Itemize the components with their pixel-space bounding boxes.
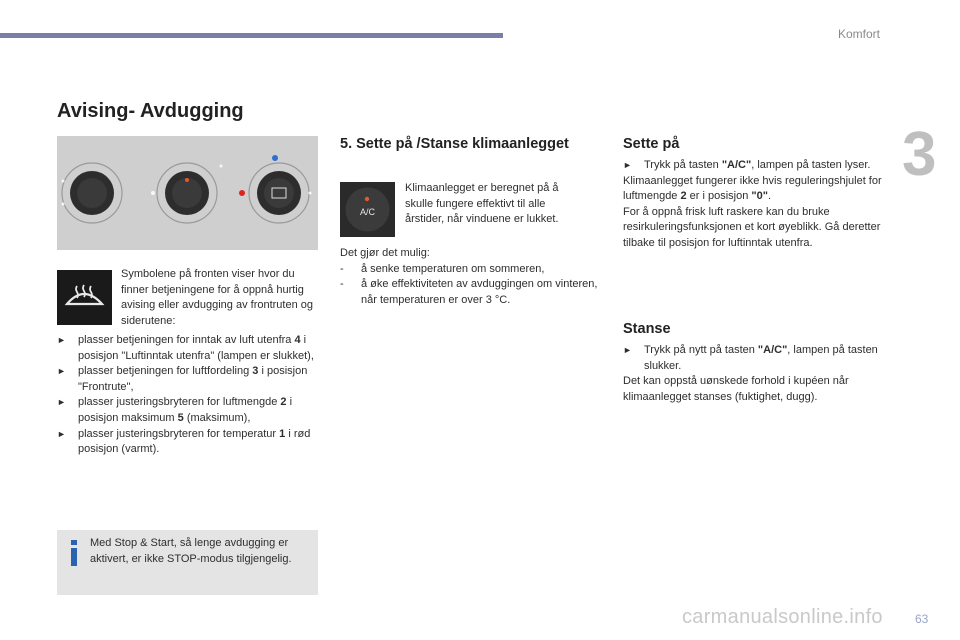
list-item: ► Trykk på nytt på tasten "A/C", lampen på tasten slukker. [623, 344, 878, 372]
list-item: ► plasser betjeningen for inntak av luft utenfra 4 i posisjon "Luftinntak utenfra" (lampen er slukket), [57, 334, 314, 362]
bullet-marker-icon: ► [57, 366, 66, 377]
chapter-number: 3 [902, 120, 937, 189]
list-item: ► plasser justeringsbryteren for temperatur 1 i rød posisjon (varmt). [57, 427, 311, 456]
ac-benefits [340, 246, 602, 308]
stanse-content [623, 343, 888, 405]
list-item: ► plasser betjeningen for luftfordeling 3 i posisjon "Frontrute", [57, 365, 308, 393]
defrost-icon [57, 270, 112, 325]
ac-intro: Klimaanlegget er beregnet på å skulle fungere effektivt til alle årstider, når vinduene er lukket. [405, 182, 559, 226]
stanse-paragraph: Det kan oppstå uønskede forhold i kupéen når klimaanlegget stanses (fuktighet, dugg). [623, 375, 849, 403]
info-icon [67, 538, 81, 568]
stanse-heading: Stanse [623, 321, 671, 337]
list-item: - å senke temperaturen om sommeren, [340, 262, 545, 275]
list-item: ► plasser justeringsbryteren for luftmengde 2 i posisjon maksimum 5 (maksimum), [57, 396, 293, 424]
bullet-marker-icon: ► [57, 335, 66, 345]
header-accent-bar [0, 33, 503, 38]
ac-button-icon [340, 182, 395, 237]
bullet-marker-icon: ► [57, 428, 66, 439]
ac-button-label: A/C [359, 207, 376, 217]
ac-section-heading: 5. Sette på /Stanse klimaanlegget [340, 136, 569, 152]
page-number: 63 [915, 612, 929, 626]
sette-paragraph-2: For å oppnå frisk luft raskere kan du bruke resirkuleringsfunksjonen et kort øyeblikk. Gå deretter tilbake til posisjon for luftinntak utenfra. [623, 205, 881, 249]
defrost-intro: Symbolene på fronten viser hvor du finner betjeningene for å oppnå hurtig avising eller avdugging av frontruten og siderutene: [121, 268, 314, 327]
info-text: Med Stop & Start, så lenge avdugging er aktivert, er ikke STOP-modus tilgjengelig. [90, 537, 292, 565]
sette-paragraph: Klimaanlegget fungerer ikke hvis reguleringshjulet for luftmengde 2 er i posisjon "0". [623, 174, 882, 203]
sette-content [623, 158, 888, 252]
ac-lead: Det gjør det mulig: [340, 247, 430, 259]
bullet-marker-icon: ► [623, 345, 632, 355]
defrost-steps [57, 333, 318, 458]
sette-heading: Sette på [623, 136, 680, 152]
list-item: - å øke effektiviteten av avduggingen om vinteren, når temperaturen er over 3 °C. [340, 278, 598, 306]
list-item: ► Trykk på tasten "A/C", lampen på tasten lyser. [623, 158, 888, 174]
climate-panel-illustration [57, 136, 318, 250]
page-title: Avising- Avdugging [57, 100, 244, 122]
section-name: Komfort [838, 27, 881, 41]
bullet-marker-icon: ► [57, 397, 66, 408]
info-box [57, 530, 318, 595]
watermark: carmanualsonline.info [682, 606, 883, 628]
bullet-marker-icon: ► [623, 160, 632, 170]
